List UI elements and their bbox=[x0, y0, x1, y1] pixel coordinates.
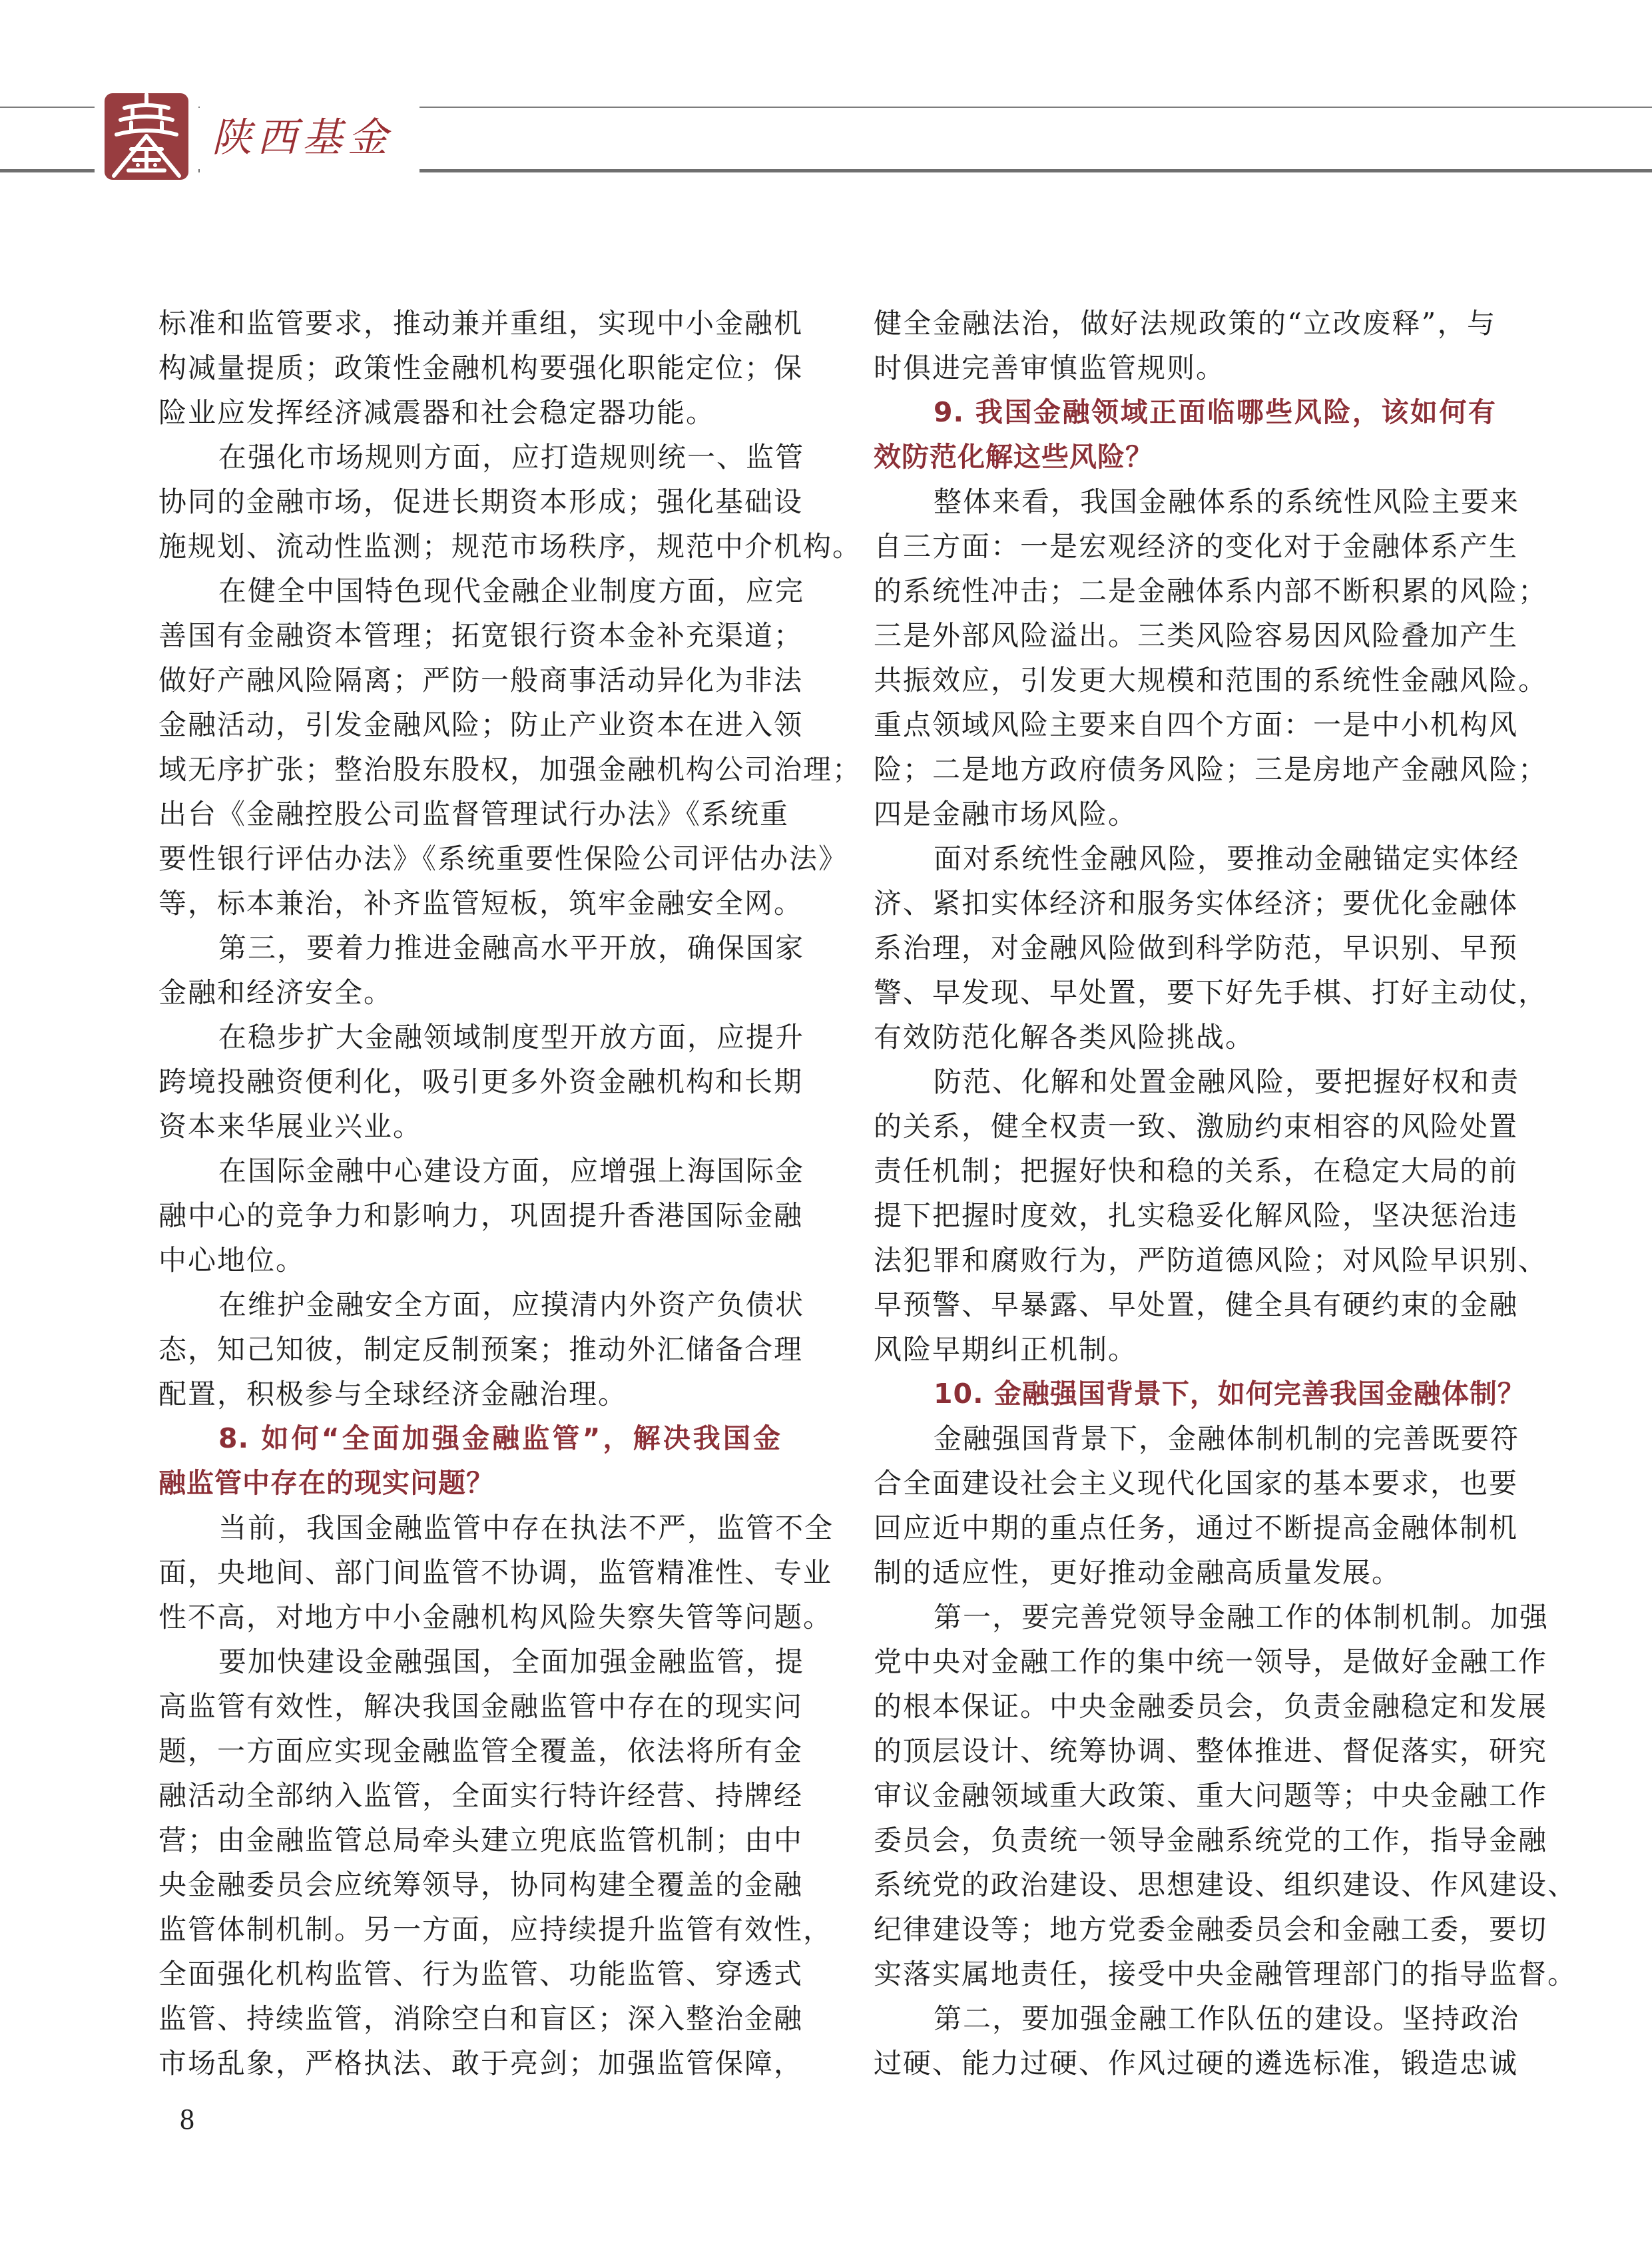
body-text-line: 系统党的政治建设、思想建设、组织建设、作风建设、 bbox=[874, 1868, 1577, 1901]
body-text-line: 防范、化解和处置金融风险，要把握好权和责 bbox=[934, 1065, 1520, 1098]
body-text-line: 的系统性冲击；二是金融体系内部不断积累的风险； bbox=[874, 575, 1548, 607]
body-text-line: 面对系统性金融风险，要推动金融锚定实体经 bbox=[934, 842, 1520, 875]
body-text-line: 在强化市场规则方面，应打造规则统一、监管 bbox=[218, 441, 805, 473]
body-text-line: 委员会，负责统一领导金融系统党的工作，指导金融 bbox=[874, 1824, 1548, 1856]
body-text-line: 在健全中国特色现代金融企业制度方面，应完 bbox=[218, 575, 805, 607]
body-text-line: 险；二是地方政府债务风险；三是房地产金融风险； bbox=[874, 753, 1548, 786]
body-text-line: 过硬、能力过硬、作风过硬的遴选标准，锻造忠诚 bbox=[874, 2047, 1519, 2080]
section-heading-line: 融监管中存在的现实问题？ bbox=[158, 1467, 494, 1499]
body-text-line: 题，一方面应实现金融监管全覆盖，依法将所有金 bbox=[158, 1735, 804, 1767]
body-text-line: 配置，积极参与全球经济金融治理。 bbox=[158, 1378, 628, 1410]
body-text-line: 金融活动，引发金融风险；防止产业资本在进入领 bbox=[158, 708, 804, 741]
body-text-line: 标准和监管要求，推动兼并重组，实现中小金融机 bbox=[158, 307, 804, 340]
body-text-line: 合全面建设社会主义现代化国家的基本要求，也要 bbox=[874, 1467, 1519, 1500]
body-text-line: 善国有金融资本管理；拓宽银行资本金补充渠道； bbox=[158, 619, 804, 652]
body-text-line: 协同的金融市场，促进长期资本形成；强化基础设 bbox=[158, 485, 804, 518]
body-text-line: 央金融委员会应统筹领导，协同构建全覆盖的金融 bbox=[158, 1868, 804, 1901]
body-text-line: 面，央地间、部门间监管不协调，监管精准性、专业 bbox=[158, 1556, 833, 1589]
body-text-line: 出台《金融控股公司监督管理试行办法》《系统重 bbox=[158, 798, 790, 830]
body-text-line: 警、早发现、早处置，要下好先手棋、打好主动仗， bbox=[874, 976, 1548, 1009]
body-text-line: 要性银行评估办法》《系统重要性保险公司评估办法》 bbox=[158, 842, 848, 875]
body-text-line: 有效防范化解各类风险挑战。 bbox=[874, 1021, 1255, 1053]
body-text-line: 风险早期纠正机制。 bbox=[874, 1333, 1138, 1366]
body-text-line: 当前，我国金融监管中存在执法不严，监管不全 bbox=[218, 1512, 834, 1544]
section-heading-line: 8. 如何“全面加强金融监管”，解决我国金 bbox=[218, 1422, 781, 1454]
body-text-line: 融中心的竞争力和影响力，巩固提升香港国际金融 bbox=[158, 1199, 804, 1232]
body-text-line: 整体来看，我国金融体系的系统性风险主要来 bbox=[934, 485, 1520, 518]
body-text-line: 回应近中期的重点任务，通过不断提高金融体制机 bbox=[874, 1512, 1519, 1544]
body-text-line: 的关系，健全权责一致、激励约束相容的风险处置 bbox=[874, 1110, 1519, 1143]
body-text-line: 制的适应性，更好推动金融高质量发展。 bbox=[874, 1556, 1402, 1589]
body-text-line: 健全金融法治，做好法规政策的“立改废释”，与 bbox=[874, 307, 1496, 340]
body-text-line: 金融强国背景下，金融体制机制的完善既要符 bbox=[934, 1422, 1520, 1455]
body-text-line: 在稳步扩大金融领域制度型开放方面，应提升 bbox=[218, 1021, 805, 1053]
body-text-line: 法犯罪和腐败行为，严防道德风险；对风险早识别、 bbox=[874, 1244, 1548, 1276]
body-text-line: 施规划、流动性监测；规范市场秩序，规范中介机构。 bbox=[158, 530, 862, 563]
body-text-line: 共振效应，引发更大规模和范围的系统性金融风险。 bbox=[874, 664, 1548, 697]
body-text-line: 监管、持续监管，消除空白和盲区；深入整治金融 bbox=[158, 2002, 804, 2035]
body-text-line: 责任机制；把握好快和稳的关系，在稳定大局的前 bbox=[874, 1155, 1519, 1187]
page-number: 8 bbox=[180, 2103, 194, 2135]
body-text-line: 时俱进完善审慎监管规则。 bbox=[874, 352, 1226, 384]
body-text-line: 提下把握时度效，扎实稳妥化解风险，坚决惩治违 bbox=[874, 1199, 1519, 1232]
section-heading-line: 效防范化解这些风险？ bbox=[874, 441, 1153, 473]
body-text-line: 性不高，对地方中小金融机构风险失察失管等问题。 bbox=[158, 1601, 833, 1633]
body-text-line: 做好产融风险隔离；严防一般商事活动异化为非法 bbox=[158, 664, 804, 697]
section-heading-line: 9. 我国金融领域正面临哪些风险，该如何有 bbox=[934, 396, 1497, 428]
body-text-line: 营；由金融监管总局牵头建立兜底监管机制；由中 bbox=[158, 1824, 804, 1856]
body-text-line: 融活动全部纳入监管，全面实行特许经营、持牌经 bbox=[158, 1779, 804, 1812]
body-text-line: 险业应发挥经济减震器和社会稳定器功能。 bbox=[158, 396, 716, 429]
body-text-line: 跨境投融资便利化，吸引更多外资金融机构和长期 bbox=[158, 1065, 804, 1098]
pagoda-seal-logo-icon bbox=[105, 93, 188, 180]
body-text-line: 域无序扩张；整治股东股权，加强金融机构公司治理； bbox=[158, 753, 862, 786]
body-text-line: 要加快建设金融强国，全面加强金融监管，提 bbox=[218, 1645, 805, 1678]
body-text-line: 审议金融领域重大政策、重大问题等；中央金融工作 bbox=[874, 1779, 1548, 1812]
body-text-line: 金融和经济安全。 bbox=[158, 976, 394, 1009]
brand-title: 陕西基金 bbox=[212, 115, 393, 161]
body-text-line: 中心地位。 bbox=[158, 1244, 306, 1276]
body-text-line: 在国际金融中心建设方面，应增强上海国际金 bbox=[218, 1155, 805, 1187]
body-text-line: 第三，要着力推进金融高水平开放，确保国家 bbox=[218, 932, 805, 964]
body-text-line: 实落实属地责任，接受中央金融管理部门的指导监督。 bbox=[874, 1958, 1577, 1990]
body-text-line: 高监管有效性，解决我国金融监管中存在的现实问 bbox=[158, 1690, 804, 1723]
body-text-line: 第一，要完善党领导金融工作的体制机制。加强 bbox=[934, 1601, 1549, 1633]
body-text-line: 的顶层设计、统筹协调、整体推进、督促落实，研究 bbox=[874, 1735, 1548, 1767]
body-text-line: 等，标本兼治，补齐监管短板，筑牢金融安全网。 bbox=[158, 887, 804, 920]
body-text-line: 在维护金融安全方面，应摸清内外资产负债状 bbox=[218, 1288, 805, 1321]
body-text-line: 纪律建设等；地方党委金融委员会和金融工委，要切 bbox=[874, 1913, 1548, 1946]
body-text-line: 济、紧扣实体经济和服务实体经济；要优化金融体 bbox=[874, 887, 1519, 920]
body-text-line: 态，知己知彼，制定反制预案；推动外汇储备合理 bbox=[158, 1333, 804, 1366]
right-column bbox=[874, 301, 1577, 2086]
body-text-line: 三是外部风险溢出。三类风险容易因风险叠加产生 bbox=[874, 619, 1519, 652]
body-text-line: 党中央对金融工作的集中统一领导，是做好金融工作 bbox=[874, 1645, 1548, 1678]
section-heading-line: 10. 金融强国背景下，如何完善我国金融体制？ bbox=[934, 1378, 1525, 1410]
body-text-line: 的根本保证。中央金融委员会，负责金融稳定和发展 bbox=[874, 1690, 1548, 1723]
body-text-line: 市场乱象，严格执法、敢于亮剑；加强监管保障， bbox=[158, 2047, 804, 2080]
body-text-line: 早预警、早暴露、早处置，健全具有硬约束的金融 bbox=[874, 1288, 1519, 1321]
body-text-line: 全面强化机构监管、行为监管、功能监管、穿透式 bbox=[158, 1958, 804, 1990]
body-text-line: 重点领域风险主要来自四个方面：一是中小机构风 bbox=[874, 708, 1519, 741]
body-text-line: 监管体制机制。另一方面，应持续提升监管有效性， bbox=[158, 1913, 833, 1946]
body-text-line: 自三方面：一是宏观经济的变化对于金融体系产生 bbox=[874, 530, 1519, 563]
body-text-line: 四是金融市场风险。 bbox=[874, 798, 1138, 830]
body-text-line: 系治理，对金融风险做到科学防范，早识别、早预 bbox=[874, 932, 1519, 964]
body-text-line: 资本来华展业兴业。 bbox=[158, 1110, 423, 1143]
body-text-line: 构减量提质；政策性金融机构要强化职能定位；保 bbox=[158, 352, 804, 384]
left-column bbox=[158, 301, 862, 2086]
body-text-line: 第二，要加强金融工作队伍的建设。坚持政治 bbox=[934, 2002, 1520, 2035]
